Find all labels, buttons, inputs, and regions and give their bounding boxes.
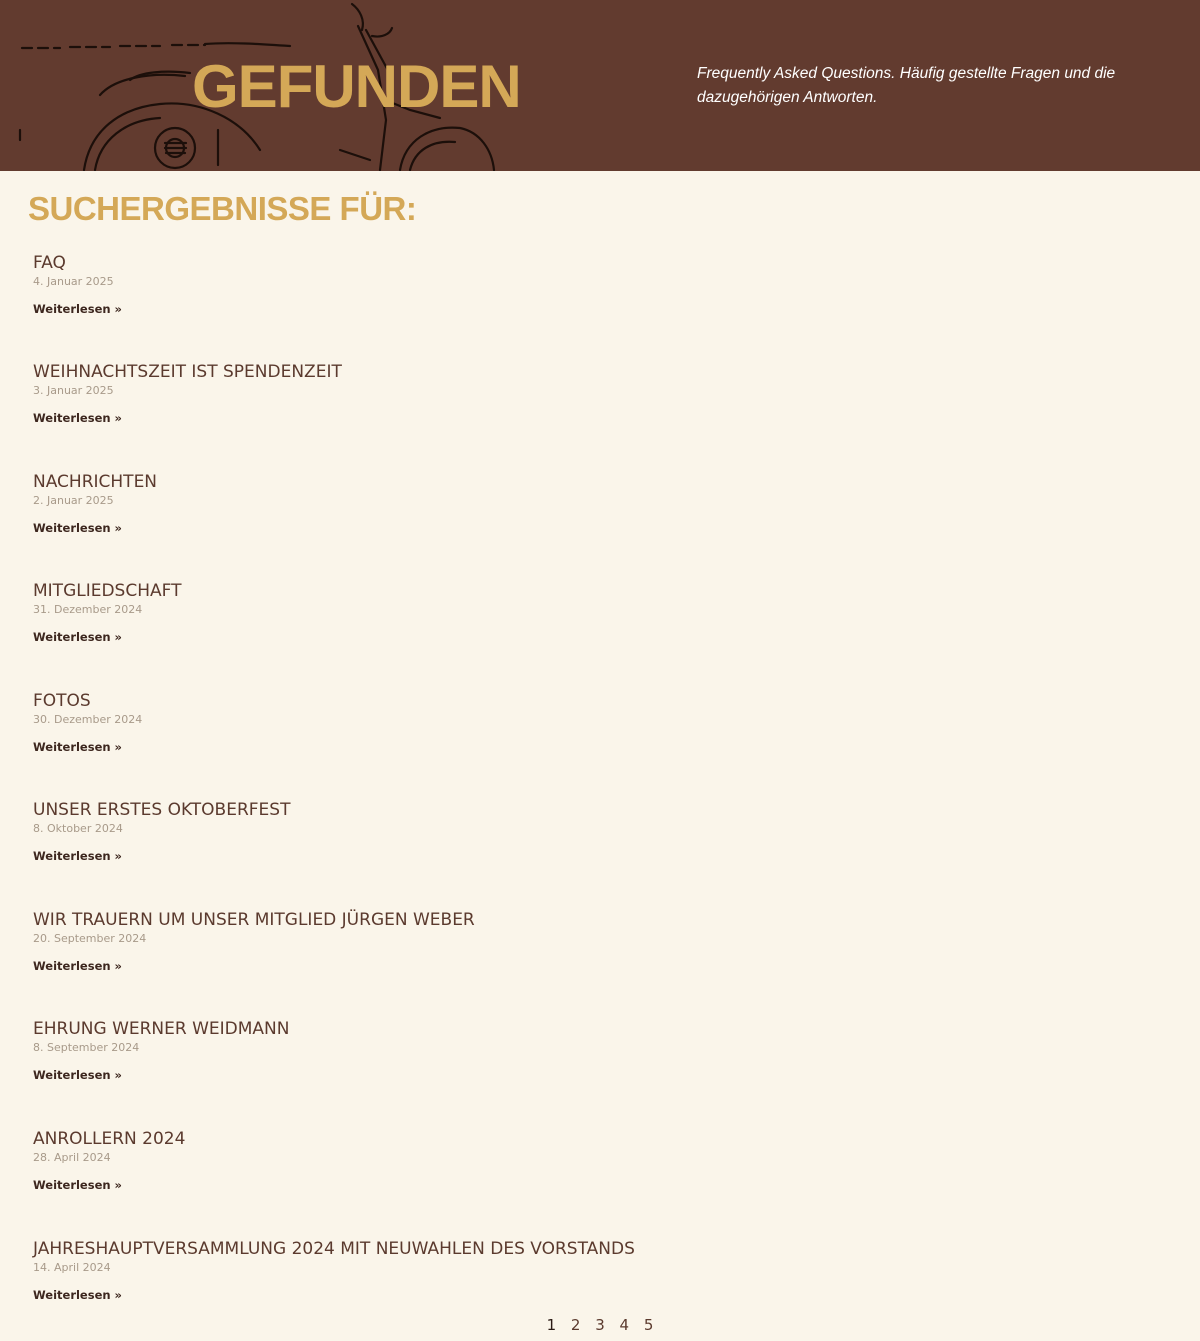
page-link[interactable]: 3 <box>595 1316 605 1334</box>
read-more-link[interactable]: Weiterlesen » <box>33 849 122 863</box>
read-more-link[interactable]: Weiterlesen » <box>33 521 122 535</box>
list-item <box>33 689 833 754</box>
page-title: GEFUNDEN <box>192 53 521 120</box>
read-more-link[interactable]: Weiterlesen » <box>33 411 122 425</box>
list-item <box>33 1237 833 1302</box>
list-item <box>33 579 833 644</box>
list-item <box>33 798 833 863</box>
read-more-link[interactable]: Weiterlesen » <box>33 302 122 316</box>
page-description: Frequently Asked Questions. Häufig gestellte Fragen und die dazugehörigen Antworten. <box>697 65 1116 106</box>
read-more-link[interactable]: Weiterlesen » <box>33 959 122 973</box>
list-item <box>33 251 833 316</box>
post-date: 31. Dezember 2024 <box>33 603 143 616</box>
post-title-link[interactable]: NACHRICHTEN <box>33 472 158 492</box>
list-item <box>33 1017 833 1082</box>
post-date: 20. September 2024 <box>33 932 147 945</box>
list-item <box>33 1127 833 1192</box>
post-date: 28. April 2024 <box>33 1151 111 1164</box>
post-title-link[interactable]: MITGLIEDSCHAFT <box>33 581 182 601</box>
page-link[interactable]: 5 <box>643 1316 654 1334</box>
page-link-current[interactable]: 1 <box>546 1316 557 1334</box>
post-date: 14. April 2024 <box>33 1261 111 1274</box>
read-more-link[interactable]: Weiterlesen » <box>33 1178 122 1192</box>
post-title-link[interactable]: WIR TRAUERN UM UNSER MITGLIED JÜRGEN WEBER <box>33 910 475 930</box>
post-title-link[interactable]: FAQ <box>33 253 66 273</box>
post-title-link[interactable]: WEIHNACHTSZEIT IST SPENDENZEIT <box>33 362 342 382</box>
post-title-link[interactable]: ANROLLERN 2024 <box>33 1129 186 1149</box>
list-item <box>33 360 833 425</box>
post-title-link[interactable]: UNSER ERSTES OKTOBERFEST <box>33 800 291 820</box>
post-title-link[interactable]: FOTOS <box>33 691 91 711</box>
post-date: 2. Januar 2025 <box>33 494 114 507</box>
page-link[interactable]: 2 <box>570 1316 581 1334</box>
search-results-heading: SUCHERGEBNISSE FÜR: <box>28 190 417 227</box>
read-more-link[interactable]: Weiterlesen » <box>33 740 122 754</box>
page-link[interactable]: 4 <box>619 1316 630 1334</box>
post-date: 3. Januar 2025 <box>33 384 114 397</box>
read-more-link[interactable]: Weiterlesen » <box>33 1068 122 1082</box>
list-item <box>33 908 833 973</box>
post-date: 4. Januar 2025 <box>33 275 114 288</box>
post-title-link[interactable]: EHRUNG WERNER WEIDMANN <box>33 1019 290 1039</box>
read-more-link[interactable]: Weiterlesen » <box>33 630 122 644</box>
post-date: 8. September 2024 <box>33 1041 140 1054</box>
list-item <box>33 470 833 535</box>
post-date: 8. Oktober 2024 <box>33 822 123 835</box>
read-more-link[interactable]: Weiterlesen » <box>33 1288 122 1302</box>
page-header <box>0 0 1200 171</box>
pagination <box>0 1314 1200 1336</box>
post-title-link[interactable]: JAHRESHAUPTVERSAMMLUNG 2024 MIT NEUWAHLEN DES VORSTANDS <box>33 1239 635 1259</box>
post-date: 30. Dezember 2024 <box>33 713 143 726</box>
